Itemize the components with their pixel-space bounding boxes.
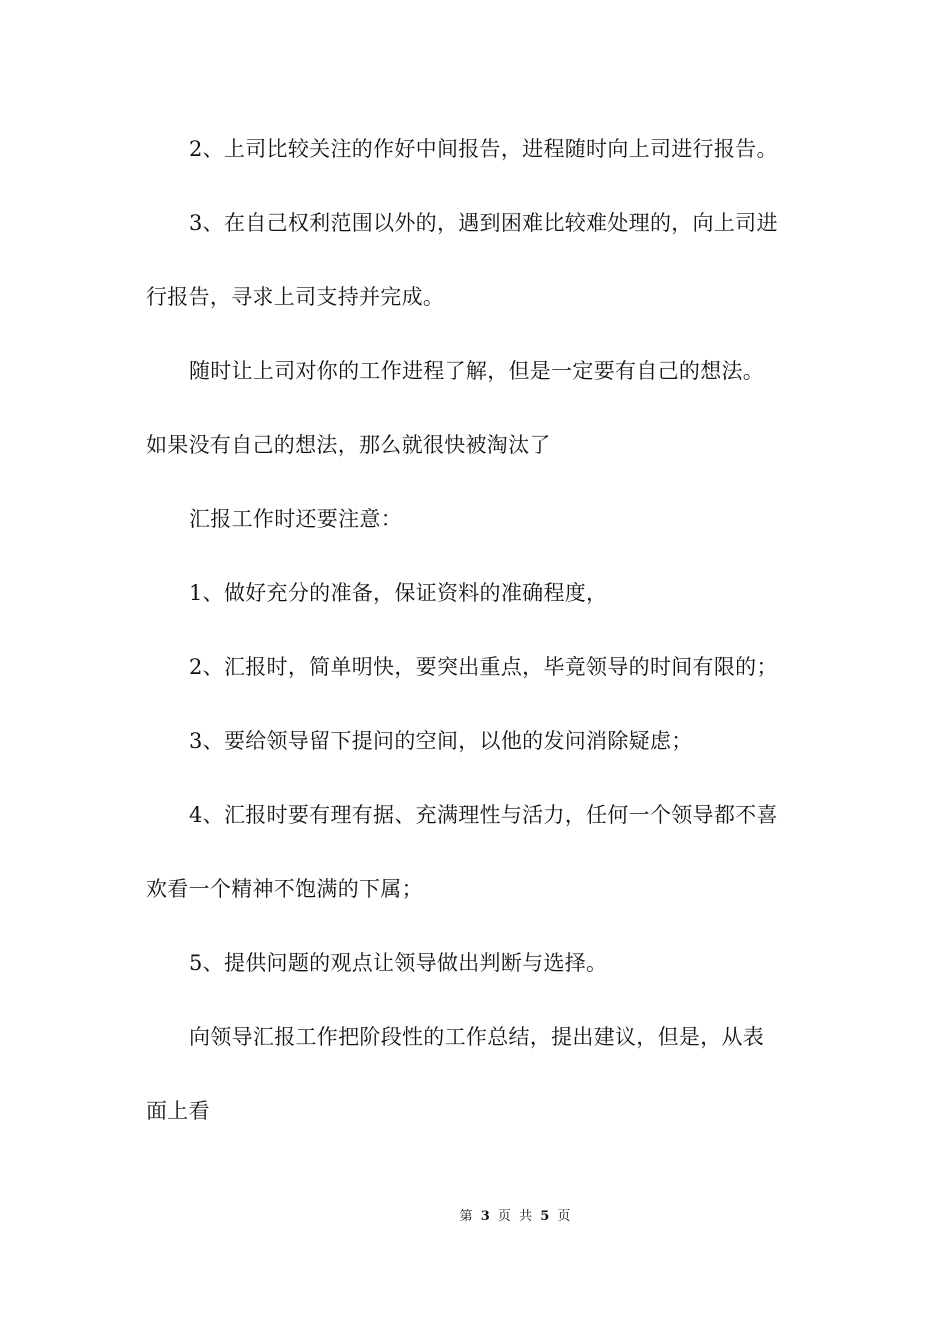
paragraph-line: 3、要给领导留下提问的空间，以他的发问消除疑虑；	[189, 729, 693, 753]
paragraph-line: 面上看	[146, 1099, 210, 1123]
paragraph-line: 5、提供问题的观点让领导做出判断与选择。	[189, 951, 608, 975]
paragraph-line: 欢看一个精神不饱满的下属；	[146, 877, 423, 901]
current-page-number: 3	[480, 1209, 490, 1224]
paragraph-line: 汇报工作时还要注意：	[189, 507, 402, 531]
paragraph-line: 随时让上司对你的工作进程了解，但是一定要有自己的想法。	[189, 359, 765, 383]
paragraph-line: 2、上司比较关注的作好中间报告，进程随时向上司进行报告。	[189, 137, 778, 161]
total-page-number: 5	[540, 1209, 550, 1224]
paragraph-line: 如果没有自己的想法，那么就很快被淘汰了	[146, 433, 551, 457]
paragraph-line: 向领导汇报工作把阶段性的工作总结，提出建议，但是，从表	[189, 1025, 765, 1049]
footer-total-word: 共	[519, 1209, 533, 1224]
document-body	[146, 133, 810, 1169]
paragraph-line: 4、汇报时要有理有据、充满理性与活力，任何一个领导都不喜	[189, 803, 778, 827]
footer-suffix: 页	[557, 1209, 571, 1224]
paragraph-line: 1、做好充分的准备，保证资料的准确程度，	[189, 581, 608, 605]
paragraph-line: 行报告，寻求上司支持并完成。	[146, 285, 445, 309]
paragraph-line: 2、汇报时，简单明快，要突出重点，毕竟领导的时间有限的；	[189, 655, 778, 679]
page-footer	[0, 1208, 950, 1226]
footer-prefix: 第	[459, 1209, 473, 1224]
paragraph-line: 3、在自己权利范围以外的，遇到困难比较难处理的，向上司进	[189, 211, 778, 235]
footer-page-word: 页	[497, 1209, 511, 1224]
